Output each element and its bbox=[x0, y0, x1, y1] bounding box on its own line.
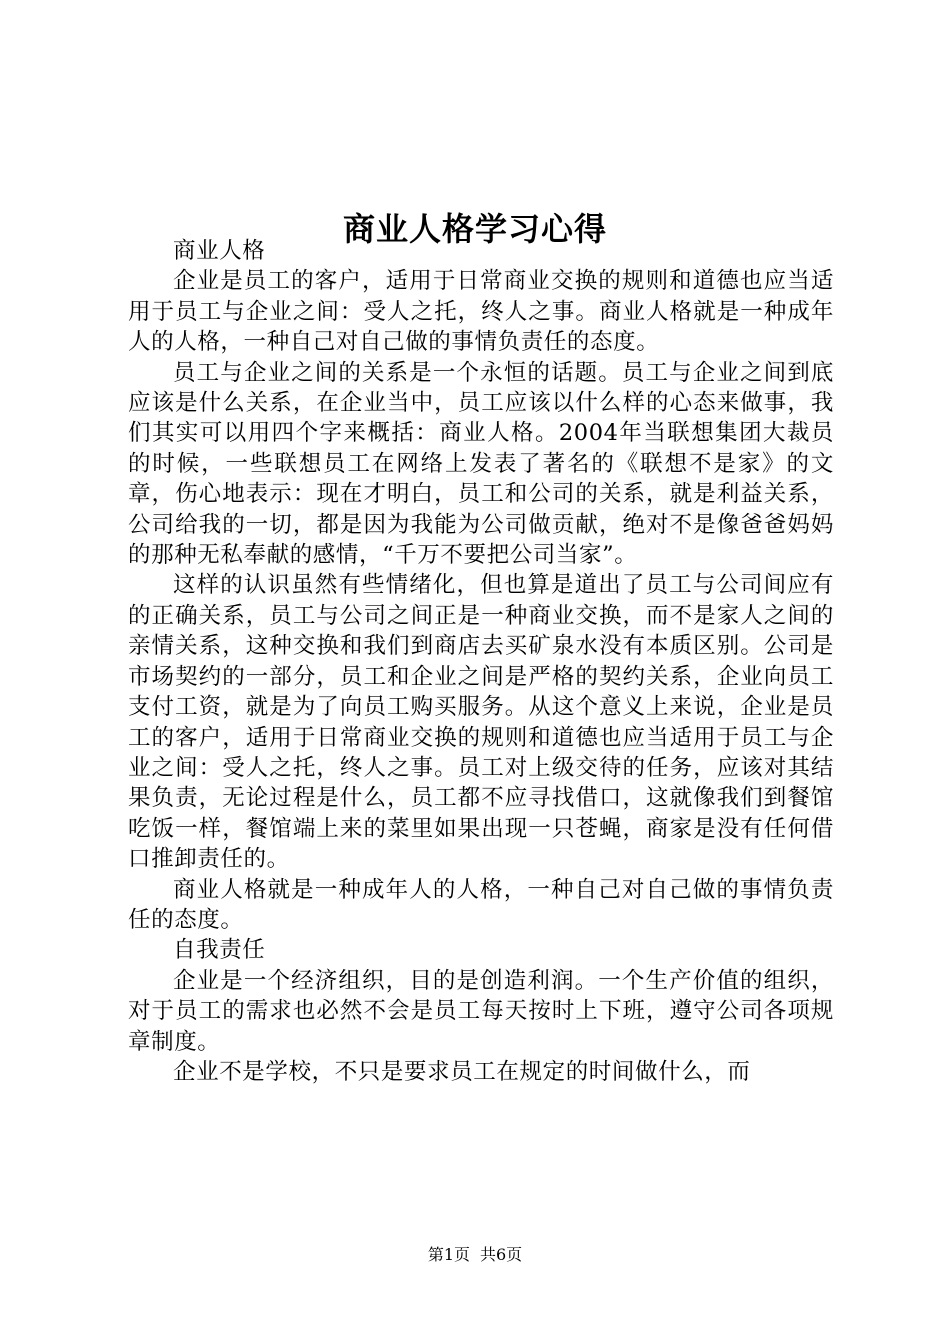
page-title: 商业人格学习心得 bbox=[342, 210, 607, 249]
page-total: 共6页 bbox=[480, 1245, 523, 1264]
page-number: 第1页 bbox=[427, 1245, 470, 1264]
paragraph: 员工与企业之间的关系是一个永恒的话题。员工与企业之间到底应该是什么关系，在企业当中，员工应该以什么样的心态来做事，我们其实可以用四个字来概括：商业人格。2004年当联想集团大裁员的时候，一些联想员工在网络上发表了著名的《联想不是家》的文章，伤心地表示：现在才明白，员工和公司的关系，就是利益关系，公司给我的一切，都是因为我能为公司做贡献，绝对不是像爸爸妈妈的那种无私奉献的感情，“千万不要把公司当家”。 bbox=[128, 359, 834, 569]
paragraph: 商业人格就是一种成年人的人格，一种自己对自己做的事情负责任的态度。 bbox=[128, 876, 834, 933]
document-body bbox=[128, 236, 834, 1087]
page-footer bbox=[0, 1243, 950, 1267]
paragraph: 企业不是学校，不只是要求员工在规定的时间做什么，而 bbox=[173, 1058, 751, 1085]
section-heading: 自我责任 bbox=[173, 937, 266, 964]
paragraph: 这样的认识虽然有些情绪化，但也算是道出了员工与公司间应有的正确关系，员工与公司之间正是一种商业交换，而不是家人之间的亲情关系，这种交换和我们到商店去买矿泉水没有本质区别。公司是市场契约的一部分，员工和企业之间是严格的契约关系，企业向员工支付工资，就是为了向员工购买服务。从这个意义上来说，企业是员工的客户，适用于日常商业交换的规则和道德也应当适用于员工与企业之间：受人之托，终人之事。员工对上级交待的任务，应该对其结果负责，无论过程是什么，员工都不应寻找借口，这就像我们到餐馆吃饭一样，餐馆端上来的菜里如果出现一只苍蝇，商家是没有任何借口推卸责任的。 bbox=[128, 572, 834, 873]
section-heading: 商业人格 bbox=[173, 238, 266, 264]
paragraph: 企业是一个经济组织，目的是创造利润。一个生产价值的组织，对于员工的需求也必然不会是员工每天按时上下班，遵守公司各项规章制度。 bbox=[128, 967, 834, 1055]
paragraph: 企业是员工的客户，适用于日常商业交换的规则和道德也应当适用于员工与企业之间：受人之托，终人之事。商业人格就是一种成年人的人格，一种自己对自己做的事情负责任的态度。 bbox=[128, 268, 834, 356]
